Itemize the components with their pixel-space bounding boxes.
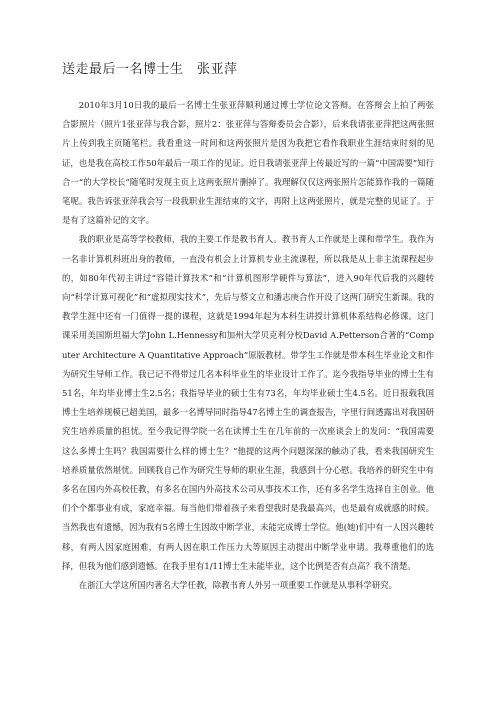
- document-title: 送走最后一名博士生 张亚萍: [62, 62, 238, 77]
- paragraph-3: 在浙江大学这所国内著名大学任教，除教书育人外另一项重要工作就是从事科学研究。: [78, 580, 398, 591]
- paragraph-2: 我的职业是高等学校教师，我的主要工作是教书育人。教书育人工作就是上课和带学生。我作为一名非计算机科班出身的教师，一直没有机会上计算机专业主流课程，所以我是从上非主流课程起步的，如80年代初主讲过“容错计算技术”和“计算机图形学硬件与算法”，进入90年代后我的兴趣转向“科学计算可视化”和“虚拟现实技术”，先后与蔡文立和潘志庚合作开设了这两门研究生新课。我的教学生涯中还有一门值得一提的课程，这就是1994年起为本科生讲授计算机体系结构必修课。这门课采用美国斯坦福大学John L.Hennessy和加州大学贝克利分校David A.Petterson合著的“Computer Architecture A Quantitative Approach”原版教材。带学生工作就是带本科生毕业论文和作为研究生导师工作。我已记不得带过几名本科毕业生的毕业设计工作了。迄今我指导毕业的博士生有51名，年均毕业博士生2.5名；我指导毕业的硕士生有73名，年均毕业硕士生4.5名。近日报载我国博士生培养规模已超美国，最多一名博导同时指导47名博士生的调查报告，字里行间透露出对我国研究生培养质量的担忧。至今我记得学院一名在读博士生在几年前的一次座谈会上的发问：“我国需要这么多博士生吗？我国需要什么样的博士生？”他提的这两个问题深深的触动了我，看来我国研究生培养质量依然堪忧。回顾我自己作为研究生导师的职业生涯，我感到十分心慰。我培养的研究生中有多名在国内外高校任教，有多名在国内外高技术公司从事技术工作，还有多名学生选择自主创业。他们个个都事业有成，家庭幸福。每当他们带着孩子来看望我时是我最高兴，也是最有成就感的时候。当然我也有遗憾，因为我有5名博士生因故中断学业，未能完成博士学位。他(她)们中有一人因兴趣转移，有两人因家庭困难，有两人因在职工作压力大等原因主动提出中断学业申请。我尊重他们的选择，但我为他们感到遗憾。在我手里有1/11博士生未能毕业，这个比例是否有点高？我不清楚。: [62, 234, 434, 571]
- paragraph-1: 2010年3月10日我的最后一名博士生张亚萍顺利通过博士学位论文答辩。在答辩会上拍了两张合影照片（照片1张亚萍与我合影，照片2：张亚萍与答辩委员会合影），后来我请张亚萍把这两张照片上传到我主页随笔栏。我看重这一时间和这两张照片是因为我把它看作我职业生涯结束时刻的见证，也是我在高校工作50年最后一项工作的见证。近日我请张亚萍上传最近写的一篇“中国需要”知行合一“的大学校长”随笔时发现主页上这两张照片删掉了。我理解仅仅这两张照片怎能算作我的一篇随笔呢。我告诉张亚萍我会写一段我职业生涯结束的文字，再附上这两张照片，就是完整的见证了。于是有了这篇补记的文字。: [62, 100, 434, 226]
- document-page: [62, 60, 434, 595]
